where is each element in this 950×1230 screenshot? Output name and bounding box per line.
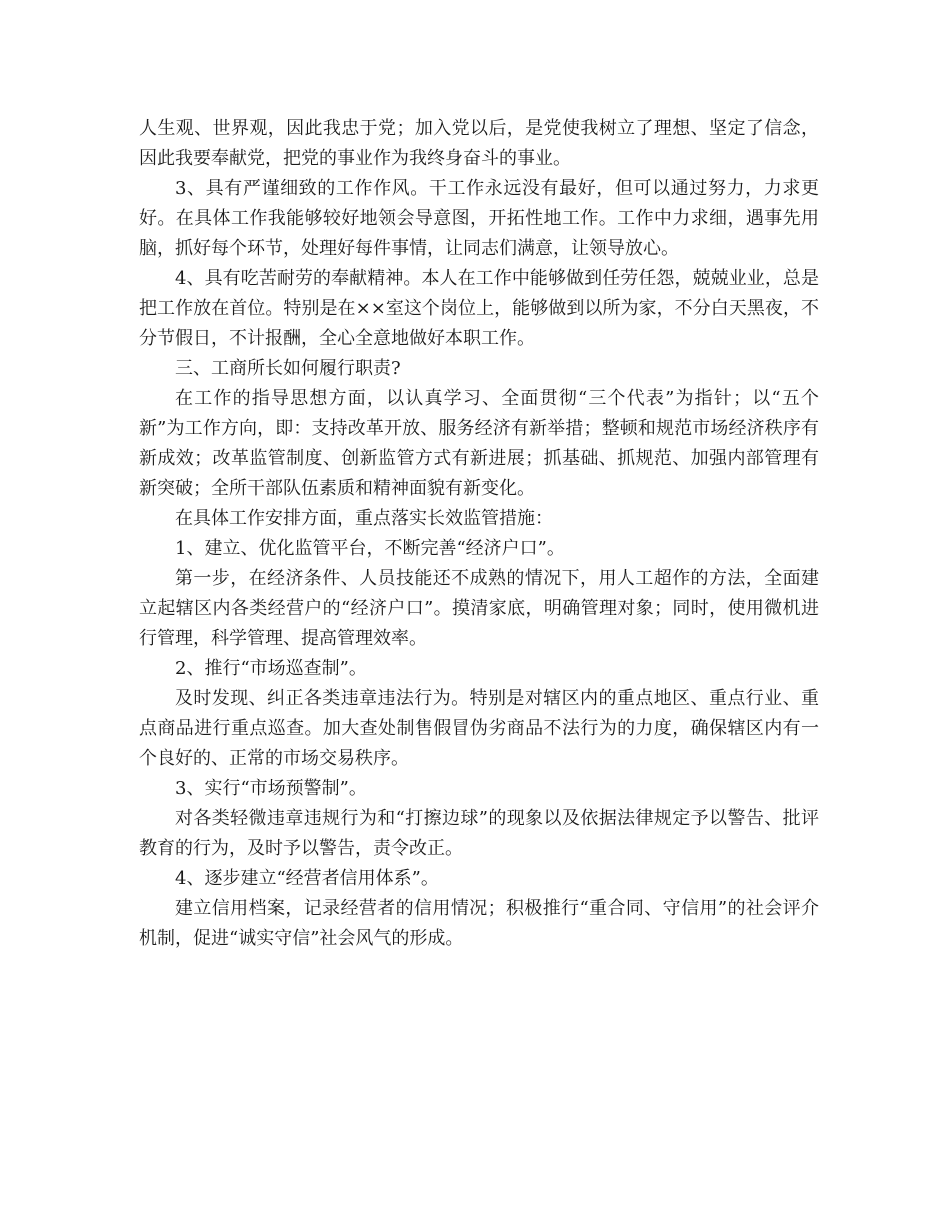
- paragraph: 及时发现、纠正各类违章违法行为。特别是对辖区内的重点地区、重点行业、重点商品进行重点巡查。加大查处制售假冒伪劣商品不法行为的力度，确保辖区内有一个良好的、正常的市场交易秩序。: [139, 688, 819, 769]
- paragraph: 建立信用档案，记录经营者的信用情况；积极推行“重合同、守信用”的社会评介机制，促进“诚实守信”社会风气的形成。: [139, 898, 819, 949]
- section-heading: 三、工商所长如何履行职责?: [175, 358, 401, 379]
- paragraph: 在具体工作安排方面，重点落实长效监管措施：: [175, 508, 553, 529]
- paragraph: 人生观、世界观，因此我忠于党；加入党以后，是党使我树立了理想、坚定了信念，因此我要奉献党，把党的事业作为我终身奋斗的事业。: [139, 118, 819, 169]
- paragraph: 4、具有吃苦耐劳的奉献精神。本人在工作中能够做到任劳任怨，兢兢业业，总是把工作放在首位。特别是在××室这个岗位上，能够做到以所为家，不分白天黑夜，不分节假日，不计报酬，全心全意地做好本职工作。: [139, 268, 819, 349]
- paragraph: 第一步，在经济条件、人员技能还不成熟的情况下，用人工超作的方法，全面建立起辖区内各类经营户的“经济户口”。摸清家底，明确管理对象；同时，使用微机进行管理，科学管理、提高管理效率。: [139, 568, 819, 649]
- list-heading: 1、建立、优化监管平台，不断完善“经济户口”。: [175, 538, 565, 559]
- list-heading: 3、实行“市场预警制”。: [175, 778, 367, 799]
- list-heading: 2、推行“市场巡查制”。: [175, 658, 367, 679]
- paragraph: 3、具有严谨细致的工作作风。干工作永远没有最好，但可以通过努力，力求更好。在具体工作我能够较好地领会导意图，开拓性地工作。工作中力求细，遇事先用脑，抓好每个环节，处理好每件事情，让同志们满意，让领导放心。: [139, 178, 819, 259]
- list-heading: 4、逐步建立“经营者信用体系”。: [175, 868, 439, 889]
- document-body: [139, 114, 819, 954]
- paragraph: 在工作的指导思想方面，以认真学习、全面贯彻“三个代表”为指针；以“五个新”为工作方向，即：支持改革开放、服务经济有新举措；整顿和规范市场经济秩序有新成效；改革监管制度、创新监管方式有新进展；抓基础、抓规范、加强内部管理有新突破；全所干部队伍素质和精神面貌有新变化。: [139, 388, 819, 499]
- paragraph: 对各类轻微违章违规行为和“打擦边球”的现象以及依据法律规定予以警告、批评教育的行为，及时予以警告，责令改正。: [139, 808, 819, 859]
